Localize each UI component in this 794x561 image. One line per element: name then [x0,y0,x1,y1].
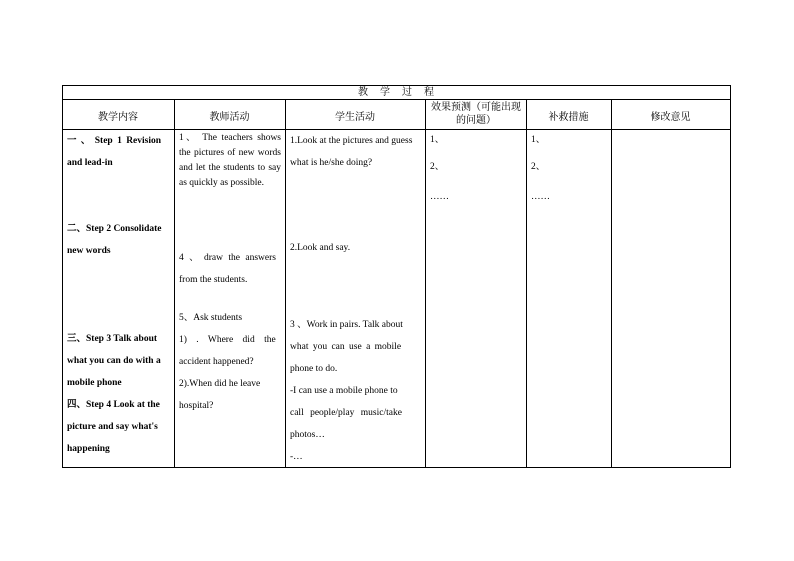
step3-line3: mobile phone [67,378,122,388]
step3-line2: what you can do with a [67,356,161,366]
col-divider-3 [425,99,426,468]
student-example-line1: -I can use a mobile phone to [290,386,398,396]
step4-line3: happening [67,444,110,454]
header-teaching-content: 教学内容 [98,112,138,123]
step3-line1: 三、Step 3 Talk about [67,334,158,344]
remedy-item-2: 2、 [531,162,546,172]
step1-line2: and lead-in [67,158,113,168]
student-activity-3-line3: phone to do. [290,364,338,374]
prediction-ellipsis: …… [430,192,449,202]
student-activity-2: 2.Look and say. [290,243,351,253]
col-divider-4 [526,99,527,468]
step1-line1: 一 、 Step 1 Revision [67,136,162,146]
step2-line2: new words [67,246,111,256]
teacher-question-1-line2: accident happened? [179,357,254,367]
teacher-activity-1: 1、 The teachers shows the pictures of new words and let the students to say as quickly as possible. [179,133,281,188]
col-divider-1 [174,99,175,468]
student-activity-3-line1: 3 、Work in pairs. Talk about [290,320,403,330]
header-revision-notes: 修改意见 [650,112,691,123]
header-teacher-activity: 教师活动 [209,112,250,123]
teacher-activity-5: 5、Ask students [179,313,243,323]
prediction-item-2: 2、 [430,162,445,172]
table-left-border [62,85,63,468]
student-example-line4: -… [290,452,303,462]
col-divider-5 [611,99,612,468]
header-remedial-measures: 补救措施 [548,112,589,123]
teacher-activity-4-line2: from the students. [179,275,248,285]
table-right-border [730,85,731,468]
title-row-bottom-border [62,99,731,100]
header-effect-prediction: 效果预测（可能出现的问题） [431,102,521,126]
student-activity-3-line2: what you can use a mobile [290,342,402,352]
step2-line1: 二、Step 2 Consolidate [67,224,162,234]
student-activity-1-line1: 1.Look at the pictures and guess [290,136,413,146]
col-divider-2 [285,99,286,468]
remedy-item-1: 1、 [531,135,546,145]
student-example-line3: photos… [290,430,325,440]
step4-line2: picture and say what's [67,422,158,432]
student-activity-1-line2: what is he/she doing? [290,158,373,168]
prediction-item-1: 1、 [430,135,445,145]
header-student-activity: 学生活动 [335,112,375,123]
teacher-activity-4-line1: 4 、 draw the answers [179,253,276,263]
table-title: 教 学 过 程 [358,87,435,98]
teacher-question-2-line2: hospital? [179,401,214,411]
remedy-ellipsis: …… [531,192,550,202]
teacher-question-1-line1: 1) . Where did the [179,335,276,345]
step4-line1: 四、Step 4 Look at the [67,400,160,410]
teacher-question-2-line1: 2).When did he leave [179,379,261,389]
student-example-line2: call people/play music/take [290,408,402,418]
